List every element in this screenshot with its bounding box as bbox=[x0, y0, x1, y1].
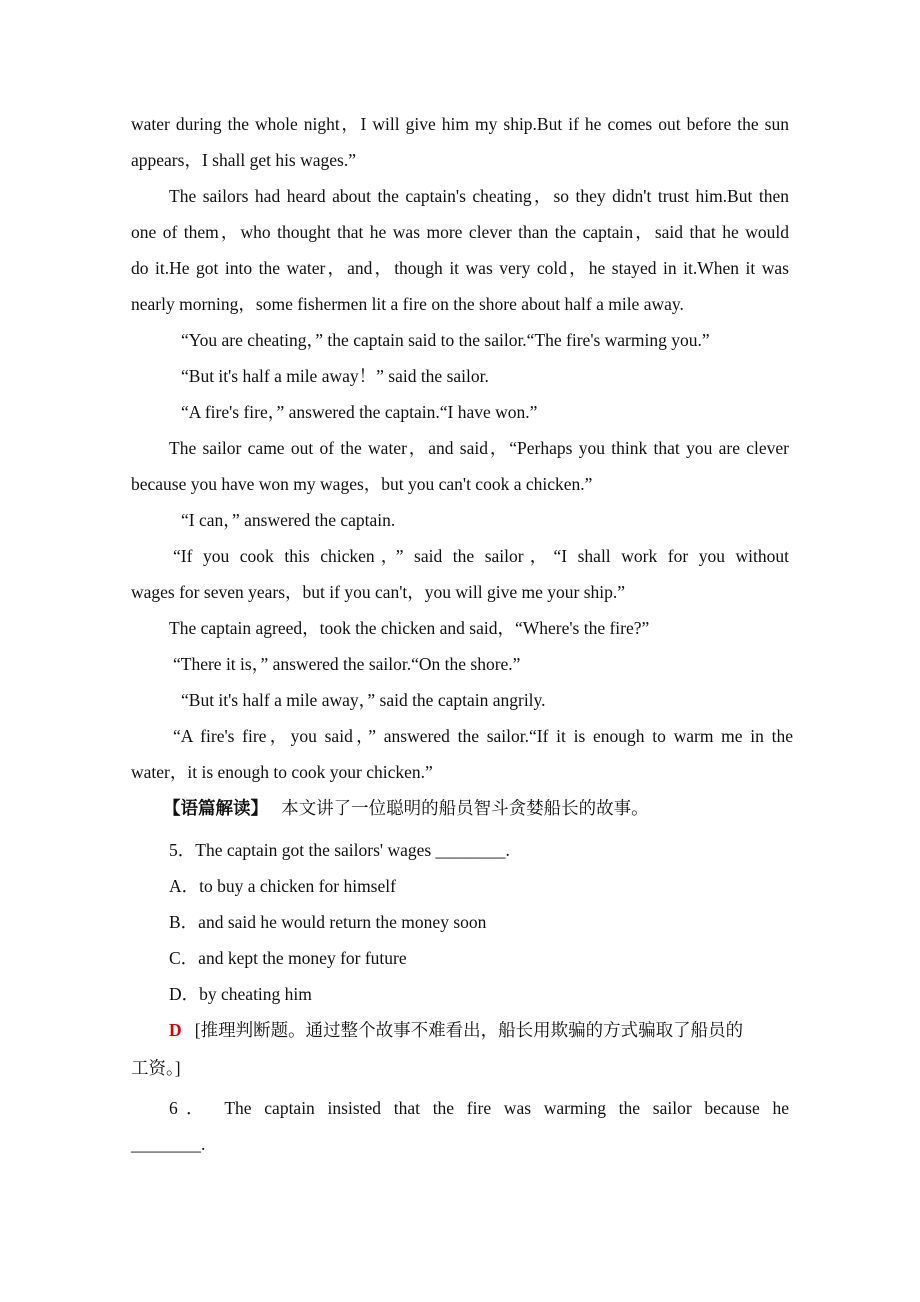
passage-line: “A fire's fire，” answered the captain.“I have won.” bbox=[181, 402, 538, 422]
passage-line: “There it is，” answered the sailor.“On the shore.” bbox=[173, 654, 521, 674]
passage-line: “But it's half a mile away，” said the captain angrily. bbox=[181, 690, 546, 710]
explanation-cont: 工资。] bbox=[131, 1058, 181, 1078]
passage-line: “I can，” answered the captain. bbox=[181, 510, 396, 530]
option-c: C．and kept the money for future bbox=[169, 948, 407, 968]
passage-line: “If you cook this chicken，” said the sailor，“I shall work for you without bbox=[173, 546, 789, 566]
answer-key: D bbox=[169, 1020, 182, 1040]
passage-line: wages for seven years，but if you can't，you will give me your ship.” bbox=[131, 582, 626, 602]
passage-line: The sailor came out of the water，and said，“Perhaps you think that you are clever bbox=[169, 438, 789, 458]
analysis-text: 本文讲了一位聪明的船员智斗贪婪船长的故事。 bbox=[281, 798, 649, 818]
passage-line: nearly morning，some fishermen lit a fire on the shore about half a mile away. bbox=[131, 294, 684, 314]
option-d: D．by cheating him bbox=[169, 984, 312, 1004]
passage-line: “But it's half a mile away！” said the sailor. bbox=[181, 366, 489, 386]
question-6-stem: 6． The captain insisted that the fire was warming the sailor because he bbox=[169, 1098, 789, 1118]
passage-line: one of them，who thought that he was more clever than the captain，said that he would bbox=[131, 222, 789, 242]
passage-line: The captain agreed，took the chicken and said，“Where's the fire?” bbox=[169, 618, 650, 638]
question-6-blank: ________. bbox=[131, 1134, 206, 1154]
explanation-text: [推理判断题。通过整个故事不难看出，船长用欺骗的方式骗取了船员的 bbox=[194, 1020, 744, 1040]
option-a: A．to buy a chicken for himself bbox=[169, 876, 396, 896]
option-b: B．and said he would return the money soon bbox=[169, 912, 487, 932]
answer-explanation bbox=[169, 1019, 789, 1041]
analysis-label: 【语篇解读】 bbox=[163, 798, 268, 818]
passage-line: because you have won my wages，but you can't cook a chicken.” bbox=[131, 474, 593, 494]
passage-line: do it.He got into the water，and，though it was very cold，he stayed in it.When it was bbox=[131, 258, 789, 278]
passage-line: water，it is enough to cook your chicken.” bbox=[131, 762, 433, 782]
passage-line: “A fire's fire，you said，” answered the sailor.“If it is enough to warm me in the bbox=[173, 726, 793, 746]
passage-line: The sailors had heard about the captain's cheating，so they didn't trust him.But then bbox=[169, 186, 789, 206]
passage-line: appears，I shall get his wages.” bbox=[131, 150, 356, 170]
question-5-stem: 5．The captain got the sailors' wages ________. bbox=[169, 840, 510, 860]
passage-line: “You are cheating，” the captain said to the sailor.“The fire's warming you.” bbox=[181, 330, 710, 350]
analysis bbox=[163, 797, 821, 819]
passage-line: water during the whole night，I will give him my ship.But if he comes out before the sun bbox=[131, 114, 789, 134]
